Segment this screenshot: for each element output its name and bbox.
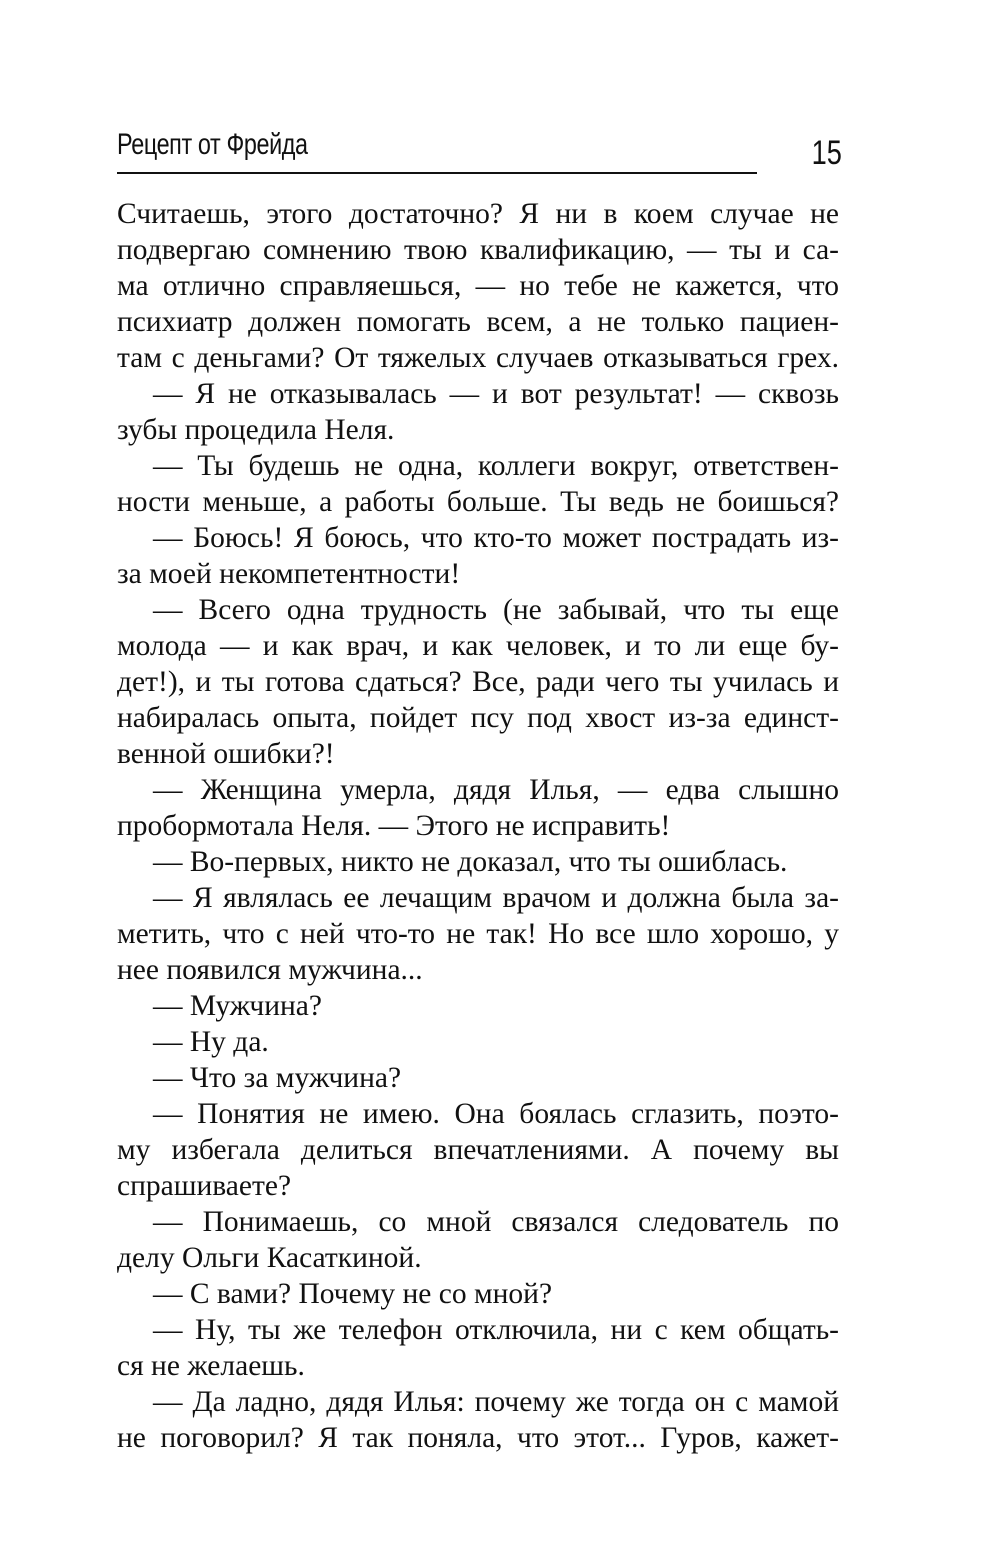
text-line: ма отлично справляешься, — но тебе не кажется, что xyxy=(117,270,839,302)
text-line: — Да ладно, дядя Илья: почему же тогда он с мамой xyxy=(153,1386,839,1418)
text-line: психиатр должен помогать всем, а не только пациен- xyxy=(117,306,839,338)
text-line: пробормотала Неля. — Этого не исправить! xyxy=(117,810,671,842)
text-line: — Женщина умерла, дядя Илья, — едва слышно xyxy=(153,774,839,806)
text-line: там с деньгами? От тяжелых случаев отказываться грех. xyxy=(117,342,839,374)
text-line: — Ну, ты же телефон отключила, ни с кем общать- xyxy=(153,1314,839,1346)
text-line: делу Ольги Касаткиной. xyxy=(117,1242,422,1274)
text-line: — Понимаешь, со мной связался следователь по xyxy=(153,1206,839,1238)
text-line: — Ты будешь не одна, коллеги вокруг, ответствен- xyxy=(153,450,839,482)
text-line: — Во-первых, никто не доказал, что ты ошиблась. xyxy=(153,846,788,878)
body-text xyxy=(117,196,839,1456)
text-line: дет!), и ты готова сдаться? Все, ради чего ты училась и xyxy=(117,666,839,698)
text-line: — Я являлась ее лечащим врачом и должна была за- xyxy=(153,882,839,914)
text-line: нее появился мужчина... xyxy=(117,954,423,986)
text-line: набиралась опыта, пойдет псу под хвост из-за единст- xyxy=(117,702,839,734)
text-line: венной ошибки?! xyxy=(117,738,335,770)
text-line: му избегала делиться впечатлениями. А почему вы xyxy=(117,1134,839,1166)
page-number: 15 xyxy=(811,134,842,172)
text-line: молода — и как врач, и как человек, и то ли еще бу- xyxy=(117,630,839,662)
text-line: — Всего одна трудность (не забывай, что ты еще xyxy=(153,594,839,626)
running-head xyxy=(117,126,757,174)
text-line: спрашиваете? xyxy=(117,1170,292,1202)
text-line: метить, что с ней что-то не так! Но все шло хорошо, у xyxy=(117,918,839,950)
text-line: — Понятия не имею. Она боялась сглазить, поэто- xyxy=(153,1098,839,1130)
text-line: не поговорил? Я так поняла, что этот... Гуров, кажет- xyxy=(117,1422,839,1454)
text-line: подвергаю сомнению твою квалификацию, — ты и са- xyxy=(117,234,839,266)
text-line: — Что за мужчина? xyxy=(153,1062,402,1094)
text-line: — С вами? Почему не со мной? xyxy=(153,1278,553,1310)
text-line: — Мужчина? xyxy=(153,990,322,1022)
text-line: — Боюсь! Я боюсь, что кто-то может пострадать из- xyxy=(153,522,839,554)
text-line: — Я не отказывалась — и вот результат! — сквозь xyxy=(153,378,839,410)
running-title: Рецепт от Фрейда xyxy=(117,128,308,161)
text-line: ся не желаешь. xyxy=(117,1350,305,1382)
text-line: зубы процедила Неля. xyxy=(117,414,395,446)
text-line: ности меньше, а работы больше. Ты ведь не боишься? xyxy=(117,486,839,518)
text-line: Считаешь, этого достаточно? Я ни в коем случае не xyxy=(117,198,839,230)
text-line: — Ну да. xyxy=(153,1026,269,1058)
text-line: за моей некомпетентности! xyxy=(117,558,461,590)
